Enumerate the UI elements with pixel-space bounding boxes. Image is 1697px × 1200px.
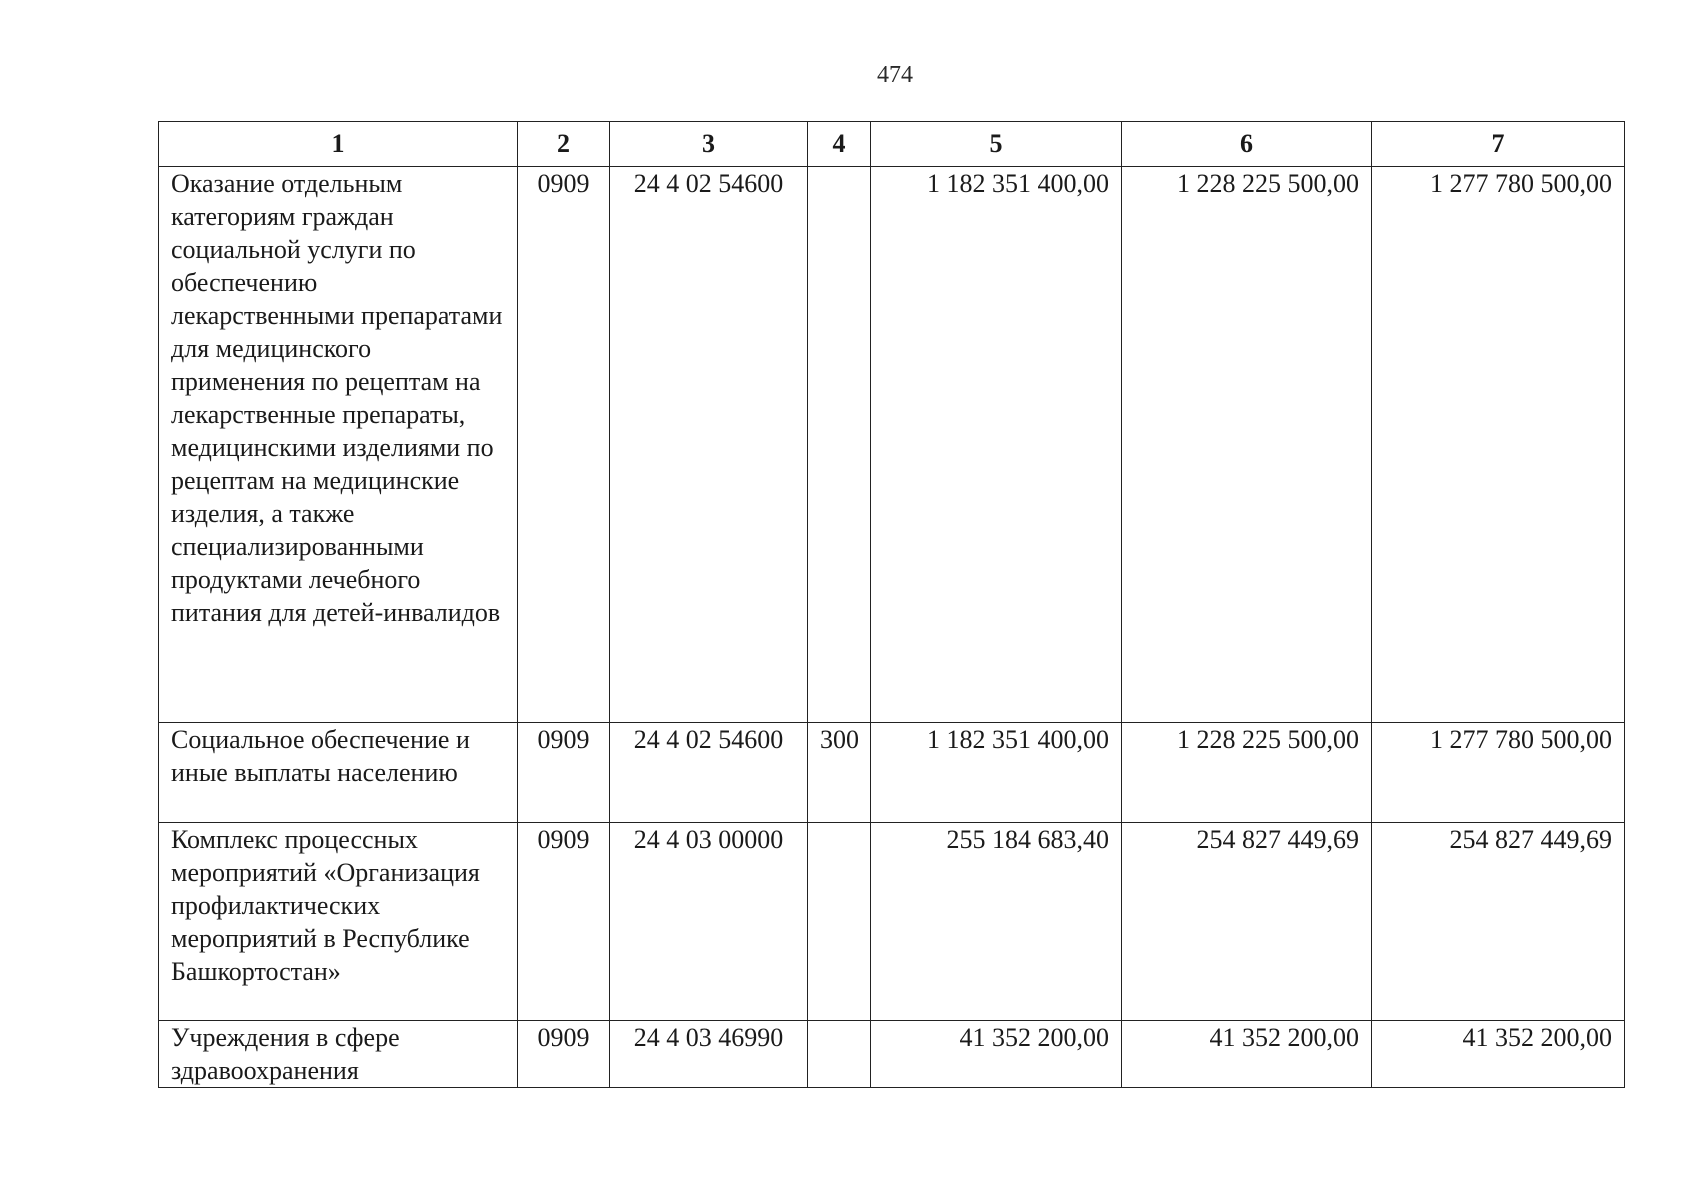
header-cell: 6	[1122, 122, 1372, 167]
header-cell: 2	[518, 122, 610, 167]
row-amount-year-1: 41 352 200,00	[871, 1021, 1122, 1088]
row-target-code: 24 4 02 54600	[610, 167, 808, 723]
row-amount-year-2: 41 352 200,00	[1122, 1021, 1372, 1088]
row-amount-year-1: 1 182 351 400,00	[871, 167, 1122, 723]
row-amount-year-1: 1 182 351 400,00	[871, 723, 1122, 823]
table-row	[159, 823, 1625, 1021]
row-name: Оказание отдельным категориям граждан социальной услуги по обеспечению лекарственными препаратами для медицинского применения по рецептам на лекарственные препараты, медицинскими изделиями по рецептам на медицинские изделия, а также специализированными продуктами лечебного питания для детей-инвалидов	[159, 167, 518, 723]
row-amount-year-3: 1 277 780 500,00	[1372, 167, 1625, 723]
row-amount-year-2: 1 228 225 500,00	[1122, 167, 1372, 723]
row-expense-type	[808, 167, 871, 723]
table-row	[159, 723, 1625, 823]
row-section-code: 0909	[518, 723, 610, 823]
header-row	[159, 122, 1625, 167]
row-section-code: 0909	[518, 1021, 610, 1088]
row-name: Комплекс процессных мероприятий «Организация профилактических мероприятий в Республике Башкортостан»	[159, 823, 518, 1021]
row-expense-type	[808, 823, 871, 1021]
header-cell: 4	[808, 122, 871, 167]
row-target-code: 24 4 03 46990	[610, 1021, 808, 1088]
row-amount-year-3: 1 277 780 500,00	[1372, 723, 1625, 823]
row-section-code: 0909	[518, 823, 610, 1021]
header-cell: 1	[159, 122, 518, 167]
row-amount-year-2: 1 228 225 500,00	[1122, 723, 1372, 823]
row-target-code: 24 4 02 54600	[610, 723, 808, 823]
row-amount-year-1: 255 184 683,40	[871, 823, 1122, 1021]
row-amount-year-3: 254 827 449,69	[1372, 823, 1625, 1021]
row-amount-year-3: 41 352 200,00	[1372, 1021, 1625, 1088]
header-cell: 5	[871, 122, 1122, 167]
table-row	[159, 1021, 1625, 1088]
row-name: Учреждения в сфере здравоохранения	[159, 1021, 518, 1088]
row-section-code: 0909	[518, 167, 610, 723]
page-number: 474	[877, 62, 913, 88]
row-expense-type: 300	[808, 723, 871, 823]
row-amount-year-2: 254 827 449,69	[1122, 823, 1372, 1021]
row-name: Социальное обеспечение и иные выплаты населению	[159, 723, 518, 823]
row-expense-type	[808, 1021, 871, 1088]
header-cell: 3	[610, 122, 808, 167]
table-row	[159, 167, 1625, 723]
row-target-code: 24 4 03 00000	[610, 823, 808, 1021]
header-cell: 7	[1372, 122, 1625, 167]
budget-table	[158, 121, 1625, 1088]
